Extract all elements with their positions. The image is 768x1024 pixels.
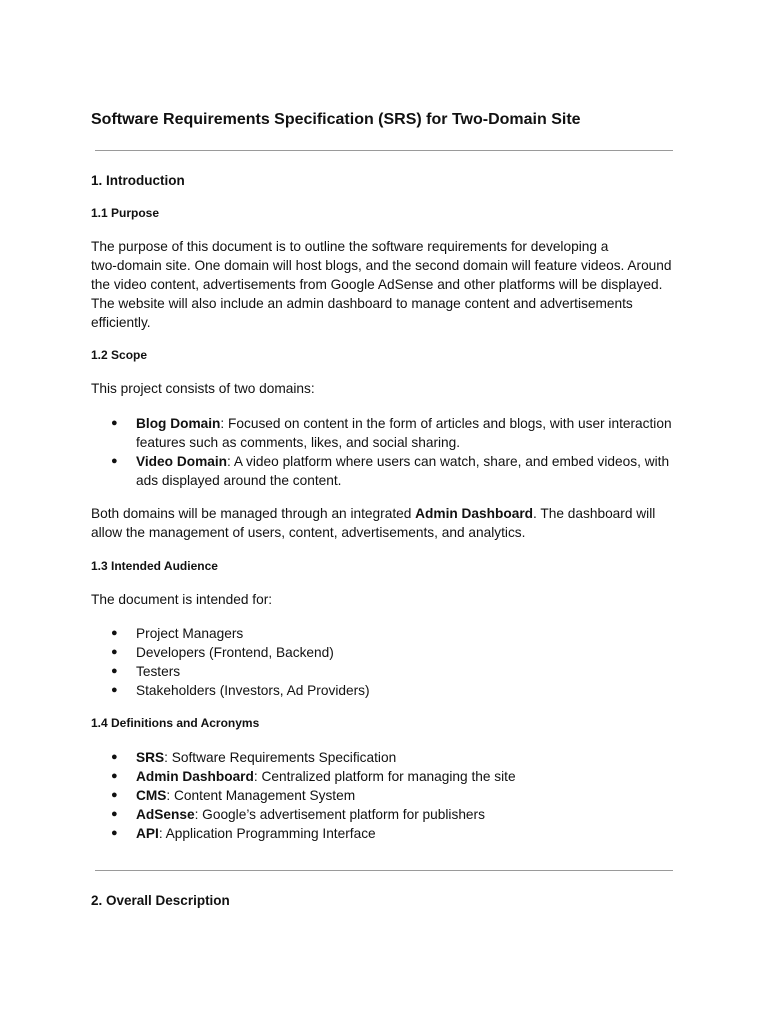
- list-item: [91, 624, 691, 643]
- term-label: AdSense: [136, 807, 195, 822]
- list-item: [91, 643, 691, 662]
- term-label: Admin Dashboard: [136, 769, 254, 784]
- bullet-icon: ●: [111, 789, 118, 801]
- definitions-list: [91, 748, 691, 843]
- scope-summary: [91, 504, 691, 542]
- bullet-icon: ●: [111, 627, 118, 639]
- scope-domain-list: [91, 414, 691, 490]
- term-label: Video Domain: [136, 454, 228, 469]
- paragraph-line: The purpose of this document is to outline the software requirements for developing a: [91, 239, 609, 254]
- bullet-icon: ●: [111, 770, 118, 782]
- bullet-icon: ●: [111, 751, 118, 763]
- summary-text: Both domains will be managed through an integrated: [91, 506, 416, 521]
- item-description-continued: ads displayed around the content.: [136, 473, 342, 488]
- term-definition: : Google’s advertisement platform for publishers: [194, 807, 485, 822]
- item-description: : A video platform where users can watch, share, and embed videos, with: [227, 454, 670, 469]
- paragraph-line: allow the management of users, content, advertisements, and analytics.: [91, 525, 526, 540]
- bullet-icon: ●: [111, 684, 118, 696]
- item-label: Stakeholders (Investors, Ad Providers): [136, 683, 370, 698]
- bullet-icon: ●: [111, 665, 118, 677]
- paragraph-line: the video content, advertisements from Google AdSense and other platforms will be displayed.: [91, 277, 663, 292]
- item-label: Testers: [136, 664, 181, 679]
- list-item: [91, 786, 691, 805]
- paragraph-line: The document is intended for:: [91, 592, 273, 607]
- paragraph-line: This project consists of two domains:: [91, 381, 315, 396]
- subsection-heading-definitions: 1.4 Definitions and Acronyms: [91, 716, 260, 730]
- paragraph-line: two-domain site. One domain will host blogs, and the second domain will feature videos. Around: [91, 258, 672, 273]
- term-label: SRS: [136, 750, 165, 765]
- bullet-icon: ●: [111, 808, 118, 820]
- list-item: [91, 805, 691, 824]
- term-definition: : Software Requirements Specification: [164, 750, 397, 765]
- list-item: [91, 824, 691, 843]
- list-item: [91, 748, 691, 767]
- term-definition: : Content Management System: [166, 788, 356, 803]
- term-label: API: [136, 826, 159, 841]
- bullet-icon: ●: [111, 646, 118, 658]
- bullet-icon: ●: [111, 417, 118, 429]
- term-definition: : Application Programming Interface: [158, 826, 376, 841]
- paragraph-line: efficiently.: [91, 315, 151, 330]
- bullet-icon: ●: [111, 827, 118, 839]
- item-description-continued: features such as comments, likes, and social sharing.: [136, 435, 461, 450]
- section-heading-introduction: 1. Introduction: [91, 173, 185, 188]
- bullet-icon: ●: [111, 455, 118, 467]
- item-label: Project Managers: [136, 626, 244, 641]
- subsection-heading-audience: 1.3 Intended Audience: [91, 559, 218, 573]
- purpose-paragraph: [91, 237, 691, 332]
- scope-intro: [91, 379, 691, 398]
- audience-list: [91, 624, 691, 700]
- horizontal-rule: [95, 870, 673, 871]
- audience-intro: [91, 590, 691, 609]
- subsection-heading-purpose: 1.1 Purpose: [91, 206, 160, 220]
- item-label: Developers (Frontend, Backend): [136, 645, 334, 660]
- term-label: CMS: [136, 788, 167, 803]
- section-heading-overall-description: 2. Overall Description: [91, 893, 230, 908]
- list-item: [91, 414, 691, 452]
- paragraph-line: The website will also include an admin dashboard to manage content and advertisements: [91, 296, 633, 311]
- document-title: Software Requirements Specification (SRS) for Two-Domain Site: [91, 111, 581, 128]
- list-item: [91, 452, 691, 490]
- summary-text: . The dashboard will: [533, 506, 656, 521]
- list-item: [91, 681, 691, 700]
- admin-dashboard-term: Admin Dashboard: [415, 506, 534, 521]
- list-item: [91, 662, 691, 681]
- list-item: [91, 767, 691, 786]
- subsection-heading-scope: 1.2 Scope: [91, 348, 148, 362]
- term-label: Blog Domain: [136, 416, 221, 431]
- item-description: : Focused on content in the form of articles and blogs, with user interaction: [220, 416, 672, 431]
- horizontal-rule: [95, 150, 673, 151]
- term-definition: : Centralized platform for managing the site: [253, 769, 516, 784]
